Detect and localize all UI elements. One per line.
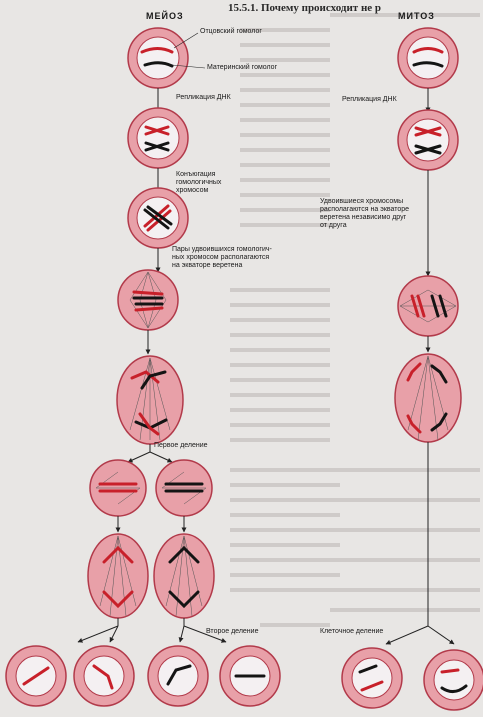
meiosis-title: МЕЙОЗ xyxy=(146,11,184,21)
mitosis-cell-2 xyxy=(398,110,458,170)
mitosis-cell-3 xyxy=(398,276,458,336)
mitosis-cell-4 xyxy=(395,354,461,442)
meiosis-cell-5 xyxy=(117,356,183,444)
pairs-at-equator-label: Пары удвоившихся гомологич- ных хромосом располагаются на экваторе веретена xyxy=(172,246,272,269)
meiosis-cell-2 xyxy=(128,108,188,168)
cell-division-label: Клеточное деление xyxy=(320,628,384,635)
section-header: 15.5.1. Почему происходит не р xyxy=(228,2,382,14)
meiosis-cell-8 xyxy=(88,534,148,618)
mitosis-daughter-cell-2 xyxy=(424,650,483,710)
meiosis-daughter-cell-1 xyxy=(6,646,66,706)
meiosis-cell-4 xyxy=(118,270,178,330)
second-division-label: Второе деление xyxy=(206,628,259,635)
mitosis-daughter-cell-1 xyxy=(342,648,402,708)
meiosis-daughter-cell-4 xyxy=(220,646,280,706)
mitosis-dna-replication-label: Репликация ДНК xyxy=(342,96,397,103)
conjugation-label: Конъюгация гомологичных хромосом xyxy=(176,171,222,194)
first-division-label: Первое деление xyxy=(154,442,208,449)
paternal-homolog-label: Отцовский гомолог xyxy=(200,28,262,35)
meiosis-dna-replication-label: Репликация ДНК xyxy=(176,94,231,101)
mitosis-cell-1 xyxy=(398,28,458,88)
mitosis-title: МИТОЗ xyxy=(398,11,435,21)
meiosis-cell-7 xyxy=(156,460,212,516)
maternal-homolog-label: Материнский гомолог xyxy=(207,64,278,71)
chromosomes-at-equator-label: Удвоившиеся хромосомы располагаются на экваторе веретена независимо друг от друга xyxy=(320,198,410,229)
meiosis-cell-6 xyxy=(90,460,146,516)
meiosis-daughter-cell-3 xyxy=(148,646,208,706)
meiosis-cell-1 xyxy=(128,28,205,88)
meiosis-daughter-cell-2 xyxy=(74,646,134,706)
meiosis-cell-3 xyxy=(128,188,188,248)
meiosis-cell-9 xyxy=(154,534,214,618)
